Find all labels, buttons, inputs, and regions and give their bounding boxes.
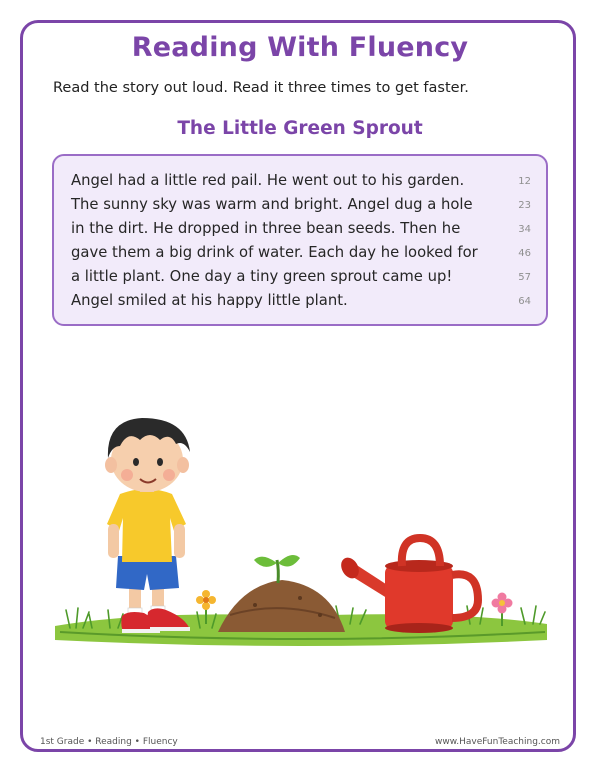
word-count: 64 — [518, 296, 531, 307]
worksheet-title: Reading With Fluency — [131, 32, 469, 63]
story-title: The Little Green Sprout — [177, 118, 423, 139]
story-line: gave them a big drink of water. Each day he looked for — [71, 244, 478, 261]
footer-website: www.HaveFunTeaching.com — [434, 737, 560, 747]
word-count: 34 — [518, 224, 531, 235]
story-line: Angel had a little red pail. He went out to his garden. — [71, 172, 465, 189]
story-line: a little plant. One day a tiny green sprout came up! — [71, 268, 453, 285]
story-line: in the dirt. He dropped in three bean seeds. Then he — [71, 220, 461, 237]
story-line: Angel smiled at his happy little plant. — [71, 292, 348, 309]
sprout-icon — [254, 555, 300, 583]
word-count: 57 — [518, 272, 531, 283]
dirt-mound — [218, 580, 345, 632]
word-count: 23 — [518, 200, 531, 211]
word-count: 12 — [518, 176, 531, 187]
word-count: 46 — [518, 248, 531, 259]
footer-breadcrumb: 1st Grade • Reading • Fluency — [40, 737, 178, 747]
story-line: The sunny sky was warm and bright. Angel dug a hole — [71, 196, 473, 213]
instructions: Read the story out loud. Read it three times to get faster. — [53, 80, 469, 96]
boy-illustration — [105, 418, 190, 633]
